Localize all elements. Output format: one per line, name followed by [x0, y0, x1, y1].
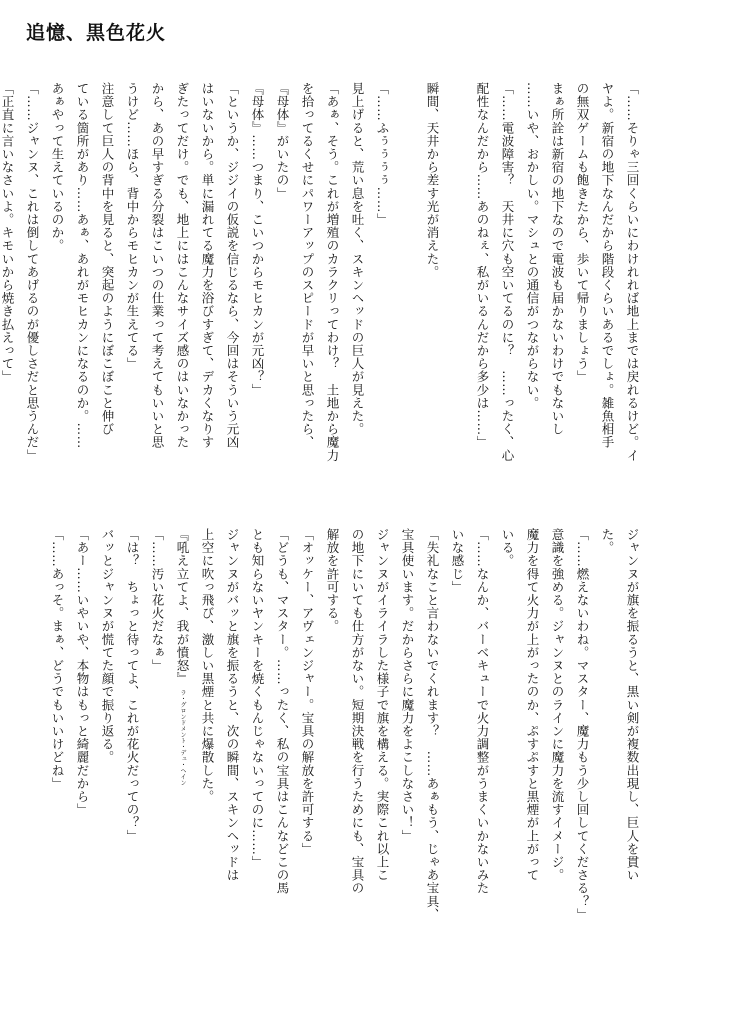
- text-column: 注意して巨人の背中を見ると、突起のようにぼこぼこと伸び: [100, 82, 115, 436]
- text-column: 「どうも、マスター。……ったく、私の宝具はこんなどこの馬: [275, 528, 290, 895]
- text-column: 「というか、ジジイの仮説を信じるなら、今回はそういう元凶: [225, 82, 240, 449]
- text-column: 「……ジャンヌ、これは倒してあげるのが優しさだと思うんだ」: [25, 82, 40, 462]
- text-column: 「あー……いやいや、本物はもっと綺麗だから」: [75, 528, 90, 817]
- ruby-reading: ラ・グロンドメント・デュ・ヘイン: [179, 689, 186, 786]
- text-column: 「……電波障害？ 天井に穴も空いてるのに？ ……ったく、心: [500, 82, 515, 462]
- text-column: 宝具使います。だからさらに魔力をよこしなさい！」: [400, 528, 415, 843]
- text-column: 「……あっそ。まぁ、どうでもいいけどね」: [50, 528, 65, 790]
- text-column: まぁ所詮は新宿の地下なので電波も届かないわけでもないし: [550, 82, 565, 436]
- text-column: 「……そりゃ三回くらいにわけれれば地上までは戻れるけど。イ: [625, 82, 640, 462]
- text-column: はいないから。単に漏れてる魔力を浴びすぎて、デカくなりす: [200, 82, 215, 449]
- text-column: ぎたってだけ。でも、地上にはこんなサイズ感のはいなかった: [175, 82, 190, 449]
- text-column: た。: [600, 528, 615, 555]
- text-column: 意識を強める。ジャンヌとのラインに魔力を流すイメージ。: [550, 528, 565, 882]
- text-column: ている箇所があり……あぁ、あれがモヒカンになるのか。……: [75, 82, 90, 449]
- text-column: 「……ふぅぅぅぅ……」: [375, 82, 390, 227]
- text-column: の無双ゲームも飽きたから、歩いて帰りましょう」: [575, 82, 590, 384]
- text-column: の地下にいても仕方がない。短期決戦を行うためにも、宝具の: [350, 528, 365, 895]
- text-column: ……いや、おかしい。マシュとの通信がつながらない。: [525, 82, 540, 410]
- text-column: 「あぁ、そう。これが増殖のカラクリってわけ？ 土地から魔力: [325, 82, 340, 462]
- text-column: うけど……ほら、背中からモヒカンが生えてる」: [125, 82, 140, 371]
- text-column: ジャンヌがイライラした様子で旗を構える。実際これ以上こ: [375, 528, 390, 882]
- text-column: いな感じ」: [450, 528, 465, 594]
- text-column: 「オッケー、アヴェンジャー。宝具の解放を許可する」: [300, 528, 315, 856]
- text-column: 魔力を得て火力が上がったのか、ぷすぷすと黒煙が上がって: [525, 528, 540, 882]
- text-column: とも知らないヤンキーを焼くもんじゃないってのに……」: [250, 528, 265, 869]
- blank-column: [445, 82, 470, 477]
- text-column: ジャンヌが旗を振るうと、黒い剣が複数出現し、巨人を貫い: [625, 528, 640, 882]
- text-column: バッとジャンヌが慌てた顔で振り返る。: [100, 528, 115, 764]
- text-column: 「失礼なこと言わないでくれます？ ……あぁもう、じゃあ宝具、: [425, 528, 440, 921]
- lower-text-block: [50, 528, 645, 921]
- text-column: 「正直に言いなさいよ。キモいから焼き払えって」: [0, 82, 15, 384]
- text-column: 「……燃えないわね。マスター、魔力もう少し回してくださる？」: [575, 528, 590, 921]
- upper-text-block: [0, 82, 645, 477]
- text-column: 上空に吹っ飛び、激しい黒煙と共に爆散した。: [200, 528, 215, 804]
- page-title: 追憶、黒色花火: [26, 22, 167, 44]
- noble-phantasm-line: [170, 528, 195, 898]
- text-column: 『母体』がいたの」: [275, 82, 290, 200]
- text-column: を拾ってるくせにパワーアップのスピードが早いと思ったら、: [300, 82, 315, 449]
- text-column: 「は？ ちょっと待ってよ、これが花火だっての？」: [125, 528, 140, 843]
- noble-phantasm-name: 『吼え立てよ、我が憤怒』: [175, 528, 190, 686]
- text-column: 見上げると、荒い息を吐く、スキンヘッドの巨人が見えた。: [350, 82, 365, 436]
- text-column: 解放を許可する。: [325, 528, 340, 633]
- text-column: から、あの早すぎる分裂はこいつの仕業って考えてもいいと思: [150, 82, 165, 449]
- text-column: 瞬間、天井から差す光が消えた。: [425, 82, 440, 279]
- text-column: ヤよ。新宿の地下なんだから階段くらいあるでしょ。雑魚相手: [600, 82, 615, 449]
- text-column: あぁやって生えているのか。: [50, 82, 65, 253]
- text-column: 『母体』……つまり、こいつからモヒカンが元凶？」: [250, 82, 265, 397]
- text-column: ジャンヌがバッと旗を振るうと、次の瞬間、スキンヘッドは: [225, 528, 240, 882]
- text-column: 「……汚い花火だなぁ」: [150, 528, 165, 673]
- text-column: 「……なんか、バーベキューで火力調整がうまくいかないみた: [475, 528, 490, 895]
- text-column: 配性なんだから……あのねぇ、私がいるんだから多少は……」: [475, 82, 490, 449]
- text-column: いる。: [500, 528, 515, 568]
- blank-column: [395, 82, 420, 477]
